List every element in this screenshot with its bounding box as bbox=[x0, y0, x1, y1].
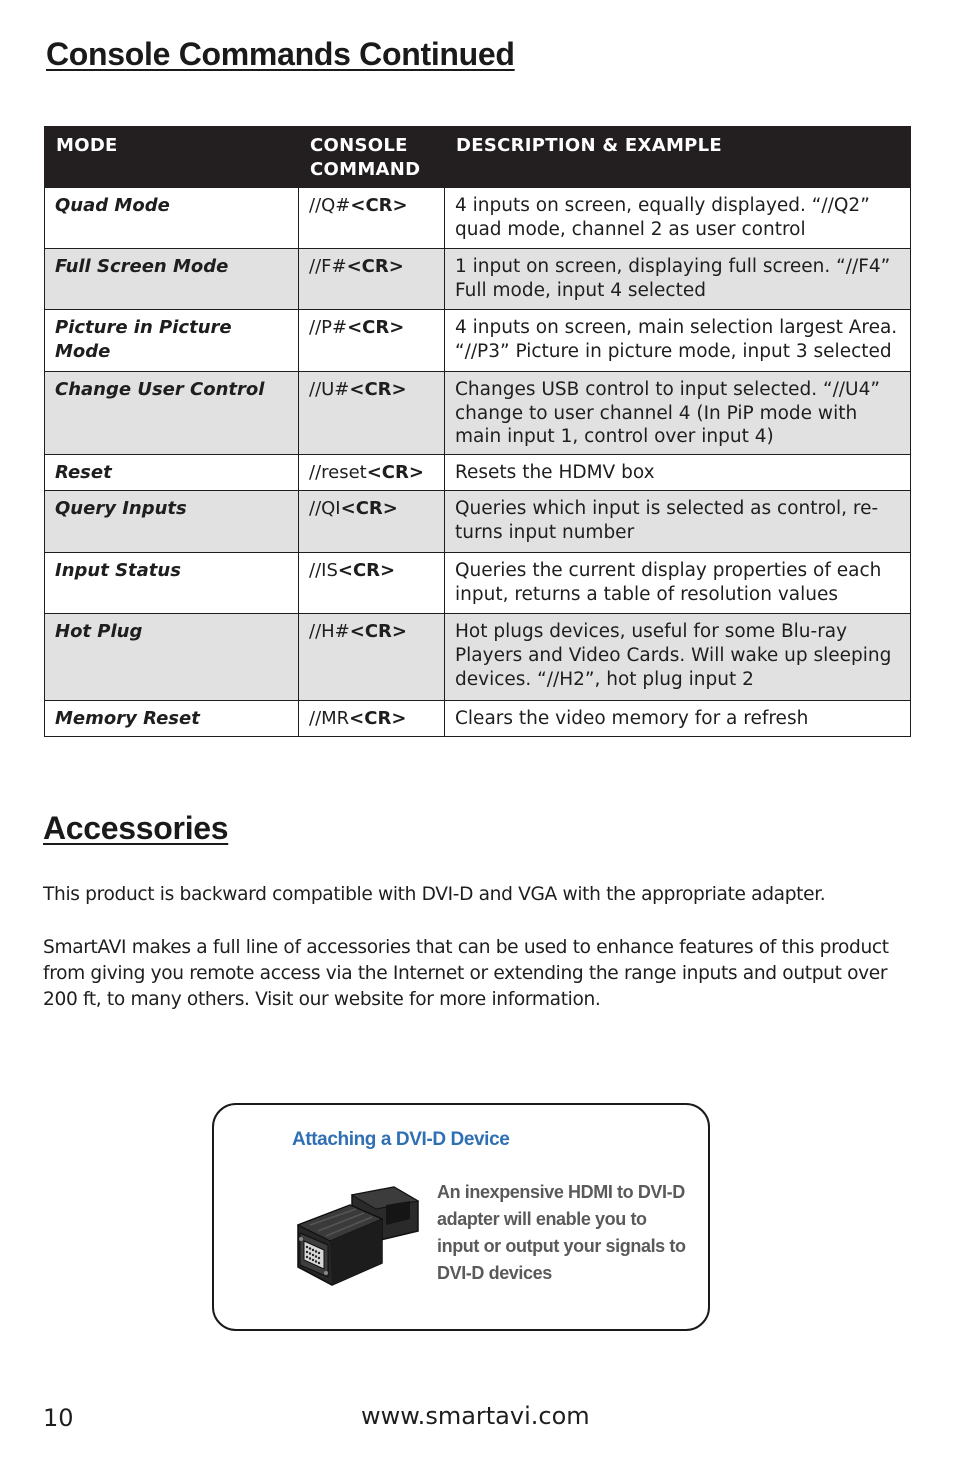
table-header-row bbox=[45, 127, 911, 188]
mode-cell: Hot Plug bbox=[45, 613, 299, 700]
command-cell bbox=[299, 552, 445, 613]
mode-cell: Change User Control bbox=[45, 372, 299, 455]
table-row bbox=[45, 454, 911, 490]
footer-website-link[interactable]: www.smartavi.com bbox=[361, 1402, 590, 1430]
hdmi-dvi-adapter-icon bbox=[290, 1179, 420, 1291]
command-cell bbox=[299, 700, 445, 736]
header-console-command: CONSOLE COMMAND bbox=[299, 127, 445, 188]
table-row bbox=[45, 310, 911, 372]
description-cell: Hot plugs devices, useful for some Blu-ray Players and Video Cards. Will wake up sleeping devices. “//H2”, hot plug input 2 bbox=[445, 613, 911, 700]
callout-title: Attaching a DVI-D Device bbox=[292, 1129, 510, 1150]
command-prefix: //reset bbox=[309, 461, 367, 483]
command-cell bbox=[299, 188, 445, 249]
command-suffix: <CR> bbox=[349, 707, 407, 729]
description-cell: 1 input on screen, displaying full screen. “//F4” Full mode, input 4 selected bbox=[445, 249, 911, 310]
command-suffix: <CR> bbox=[337, 559, 396, 581]
mode-cell: Full Screen Mode bbox=[45, 249, 299, 310]
command-prefix: //IS bbox=[309, 559, 338, 581]
description-cell: Resets the HDMV box bbox=[445, 454, 911, 490]
table-row bbox=[45, 700, 911, 736]
command-suffix: <CR> bbox=[347, 317, 405, 338]
command-cell bbox=[299, 310, 445, 372]
command-prefix: //MR bbox=[309, 707, 350, 729]
command-cell bbox=[299, 613, 445, 700]
command-prefix: //QI bbox=[309, 497, 341, 519]
callout-text: An inexpensive HDMI to DVI-D adapter will enable you to input or output your signals to DVI-D devices bbox=[437, 1182, 686, 1283]
page-number: 10 bbox=[43, 1404, 74, 1432]
command-cell bbox=[299, 249, 445, 310]
table-row bbox=[45, 188, 911, 249]
description-cell: Clears the video memory for a refresh bbox=[445, 700, 911, 736]
command-prefix: //U# bbox=[309, 379, 350, 400]
mode-cell: Input Status bbox=[45, 552, 299, 613]
command-suffix: <CR> bbox=[346, 256, 404, 277]
command-suffix: <CR> bbox=[366, 461, 424, 483]
header-description: DESCRIPTION & EXAMPLE bbox=[445, 127, 911, 188]
section-title-accessories: Accessories bbox=[43, 810, 229, 846]
console-commands-table bbox=[44, 126, 911, 737]
command-cell bbox=[299, 372, 445, 455]
command-cell bbox=[299, 454, 445, 490]
command-suffix: <CR> bbox=[340, 497, 398, 519]
command-suffix: <CR> bbox=[350, 195, 408, 216]
page-title-console-commands: Console Commands Continued bbox=[46, 36, 515, 72]
command-suffix: <CR> bbox=[349, 379, 407, 400]
dvi-callout-box bbox=[212, 1103, 710, 1331]
mode-cell: Quad Mode bbox=[45, 188, 299, 249]
table-row bbox=[45, 490, 911, 552]
command-cell bbox=[299, 490, 445, 552]
command-prefix: //Q# bbox=[309, 195, 351, 216]
table-row bbox=[45, 249, 911, 310]
description-cell: 4 inputs on screen, equally displayed. “//Q2” quad mode, channel 2 as user control bbox=[445, 188, 911, 249]
mode-cell: Query Inputs bbox=[45, 490, 299, 552]
table-row bbox=[45, 372, 911, 455]
description-cell: Queries which input is selected as control, re-turns input number bbox=[445, 490, 911, 552]
mode-cell: Picture in Picture Mode bbox=[45, 310, 299, 372]
table-row bbox=[45, 613, 911, 700]
command-prefix: //H# bbox=[309, 620, 350, 642]
mode-cell: Reset bbox=[45, 454, 299, 490]
command-prefix: //F# bbox=[309, 256, 347, 277]
table-row bbox=[45, 552, 911, 613]
description-cell: Queries the current display properties of each input, returns a table of resolution values bbox=[445, 552, 911, 613]
command-prefix: //P# bbox=[309, 317, 348, 338]
description-cell: Changes USB control to input selected. “//U4” change to user channel 4 (In PiP mode with main input 1, control over input 4) bbox=[445, 372, 911, 455]
accessories-paragraph-compatibility: This product is backward compatible with DVI-D and VGA with the appropriate adapter. bbox=[43, 884, 826, 905]
accessories-paragraph-smartavi: SmartAVI makes a full line of accessories that can be used to enhance features of this product from giving you remote access via the Internet or extending the range inputs and output over 200 ft, to many others. Visit our website for more information. bbox=[43, 937, 889, 1010]
header-mode: MODE bbox=[45, 127, 299, 188]
mode-cell: Memory Reset bbox=[45, 700, 299, 736]
command-suffix: <CR> bbox=[349, 620, 407, 642]
description-cell: 4 inputs on screen, main selection largest Area. “//P3” Picture in picture mode, input 3 selected bbox=[445, 310, 911, 372]
